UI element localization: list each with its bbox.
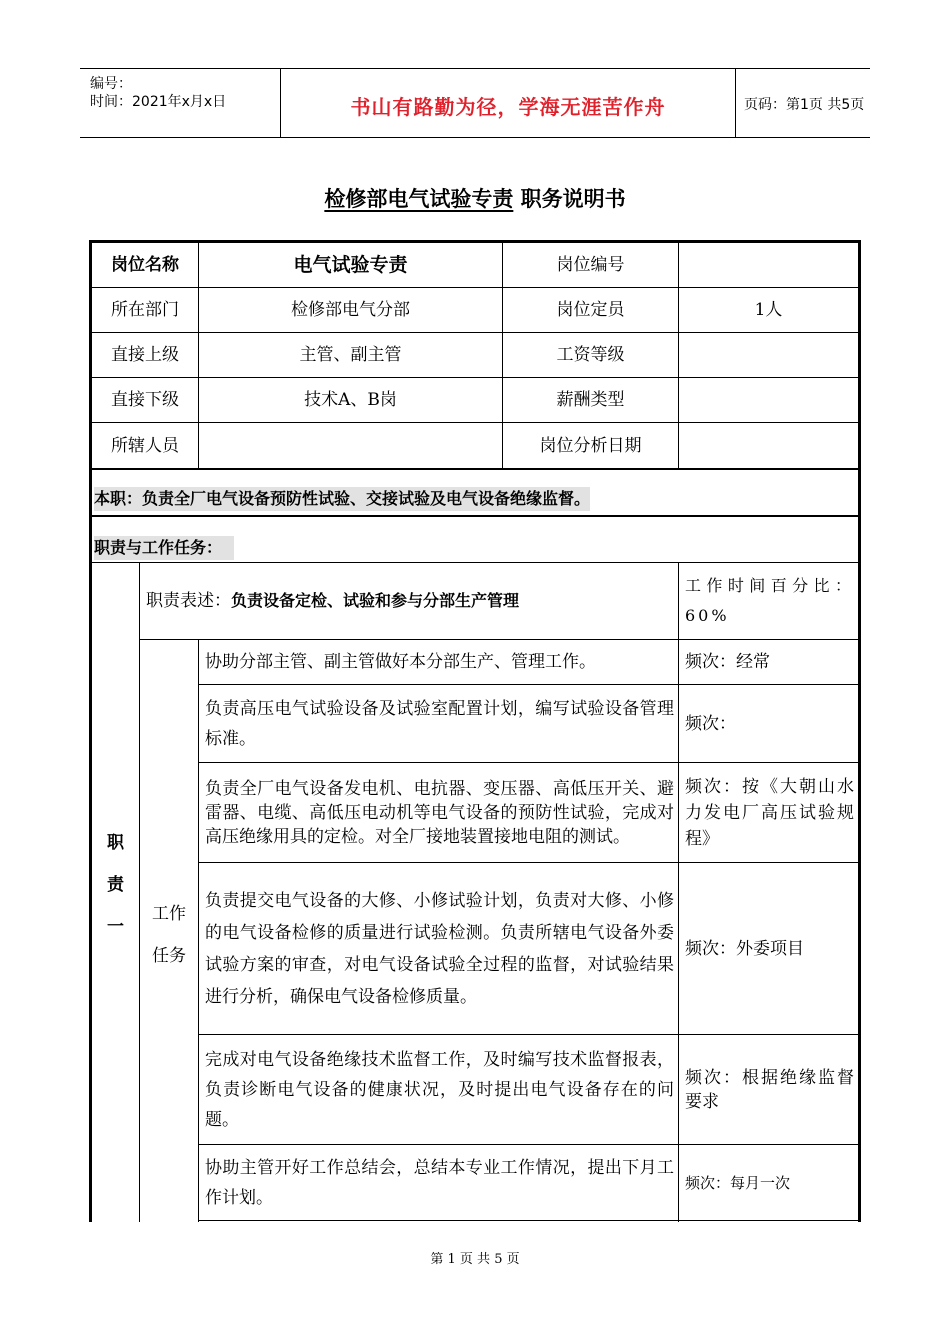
task-row-2-freq: 频次： <box>685 713 736 734</box>
document-title <box>0 183 950 213</box>
document-number-label: 编号： <box>90 76 132 92</box>
motto-text: 书山有路勤为径，学海无涯苦作舟 <box>350 95 666 119</box>
salary-grade-value <box>679 333 858 377</box>
title-main: 检修部电气试验专责 <box>324 187 514 211</box>
superior-value: 主管、副主管 <box>299 345 402 365</box>
task-row-3-freq: 频次：按《大朝山水力发电厂高压试验规程》 <box>685 776 854 849</box>
position-name-value: 电气试验专责 <box>293 254 408 276</box>
position-code-label: 岗位编号 <box>556 255 625 275</box>
duty-label-char: 职 <box>107 833 124 853</box>
headcount-label: 岗位定员 <box>556 300 625 320</box>
header-page-number: 页码：第1页 共5页 <box>744 97 865 113</box>
department-value: 检修部电气分部 <box>291 300 410 320</box>
page-header <box>80 68 870 138</box>
staff-label: 所辖人员 <box>111 435 179 456</box>
header-motto-cell <box>280 69 736 137</box>
duty-one-label <box>92 800 139 970</box>
department-label: 所在部门 <box>111 300 179 320</box>
main-duty-text: 本职：负责全厂电气设备预防性试验、交接试验及电气设备绝缘监督。 <box>94 487 590 511</box>
document-date: 时间：2021年x月x日 <box>90 94 227 110</box>
duty-description-prefix: 职责表述： <box>146 591 231 611</box>
task-row-4-text: 负责提交电气设备的大修、小修试验计划，负责对大修、小修的电气设备检修的质量进行试验检测。负责所辖电气设备外委试验方案的审查，对电气设备试验全过程的监督，对试验结果进行分析，确保电气设备检修质量。 <box>205 890 674 1007</box>
duty-description-cell <box>140 563 678 639</box>
pay-type-value <box>679 378 858 422</box>
task-row-1-freq: 频次：经常 <box>685 652 770 672</box>
task-row-6-text: 协助主管开好工作总结会，总结本专业工作情况，提出下月工作计划。 <box>205 1157 674 1208</box>
grid-line <box>198 1220 859 1221</box>
duty-label-char: 一 <box>107 917 124 937</box>
task-label-line1: 工作 <box>152 904 186 924</box>
analysis-date-label: 岗位分析日期 <box>539 435 642 456</box>
staff-value <box>199 423 502 468</box>
salary-grade-label: 工资等级 <box>556 345 625 365</box>
task-row-1-text: 协助分部主管、副主管做好本分部生产、管理工作。 <box>205 652 596 672</box>
duty-description-text: 负责设备定检、试验和参与分部生产管理 <box>231 591 520 610</box>
superior-label: 直接上级 <box>111 345 179 365</box>
task-row-5-freq: 频次：根据绝缘监督要求 <box>685 1067 854 1112</box>
position-code-value <box>679 243 858 287</box>
task-row-5-text: 完成对电气设备绝缘技术监督工作，及时编写技术监督报表， 负责诊断电气设备的健康状况，及时提出电气设备存在的问题。 <box>205 1049 674 1130</box>
duties-heading: 职责与工作任务： <box>94 536 234 560</box>
task-row-2-text: 负责高压电气试验设备及试验室配置计划，编写试验设备管理标准。 <box>205 698 674 749</box>
task-row-4-freq: 频次：外委项目 <box>685 938 804 959</box>
header-page-cell <box>736 69 870 137</box>
task-label-line2: 任务 <box>152 946 186 966</box>
duty-label-char: 责 <box>107 875 124 895</box>
duties-heading-row <box>92 517 858 562</box>
task-row-3-text: 负责全厂电气设备发电机、电抗器、变压器、高低压开关、避雷器、电缆、高低压电动机等电气设备的预防性试验，完成对高压绝缘用具的定检。对全厂接地装置接地电阻的测试。 <box>205 778 674 847</box>
pay-type-label: 薪酬类型 <box>556 390 625 410</box>
title-suffix: 职务说明书 <box>513 187 626 211</box>
position-name-label: 岗位名称 <box>111 255 179 275</box>
task-label <box>140 880 198 990</box>
subordinate-label: 直接下级 <box>111 390 179 410</box>
headcount-value: 1人 <box>754 300 783 320</box>
header-meta <box>80 69 280 137</box>
subordinate-value: 技术A、B岗 <box>304 390 397 410</box>
page-footer: 第 1 页 共 5 页 <box>430 1252 520 1267</box>
analysis-date-value <box>679 423 858 468</box>
main-duty-row <box>92 470 858 515</box>
table-border-right <box>858 240 861 1222</box>
task-row-6-freq: 频次：每月一次 <box>685 1173 791 1192</box>
duty-time-percent: 工作时间百分比：60% <box>685 576 854 625</box>
